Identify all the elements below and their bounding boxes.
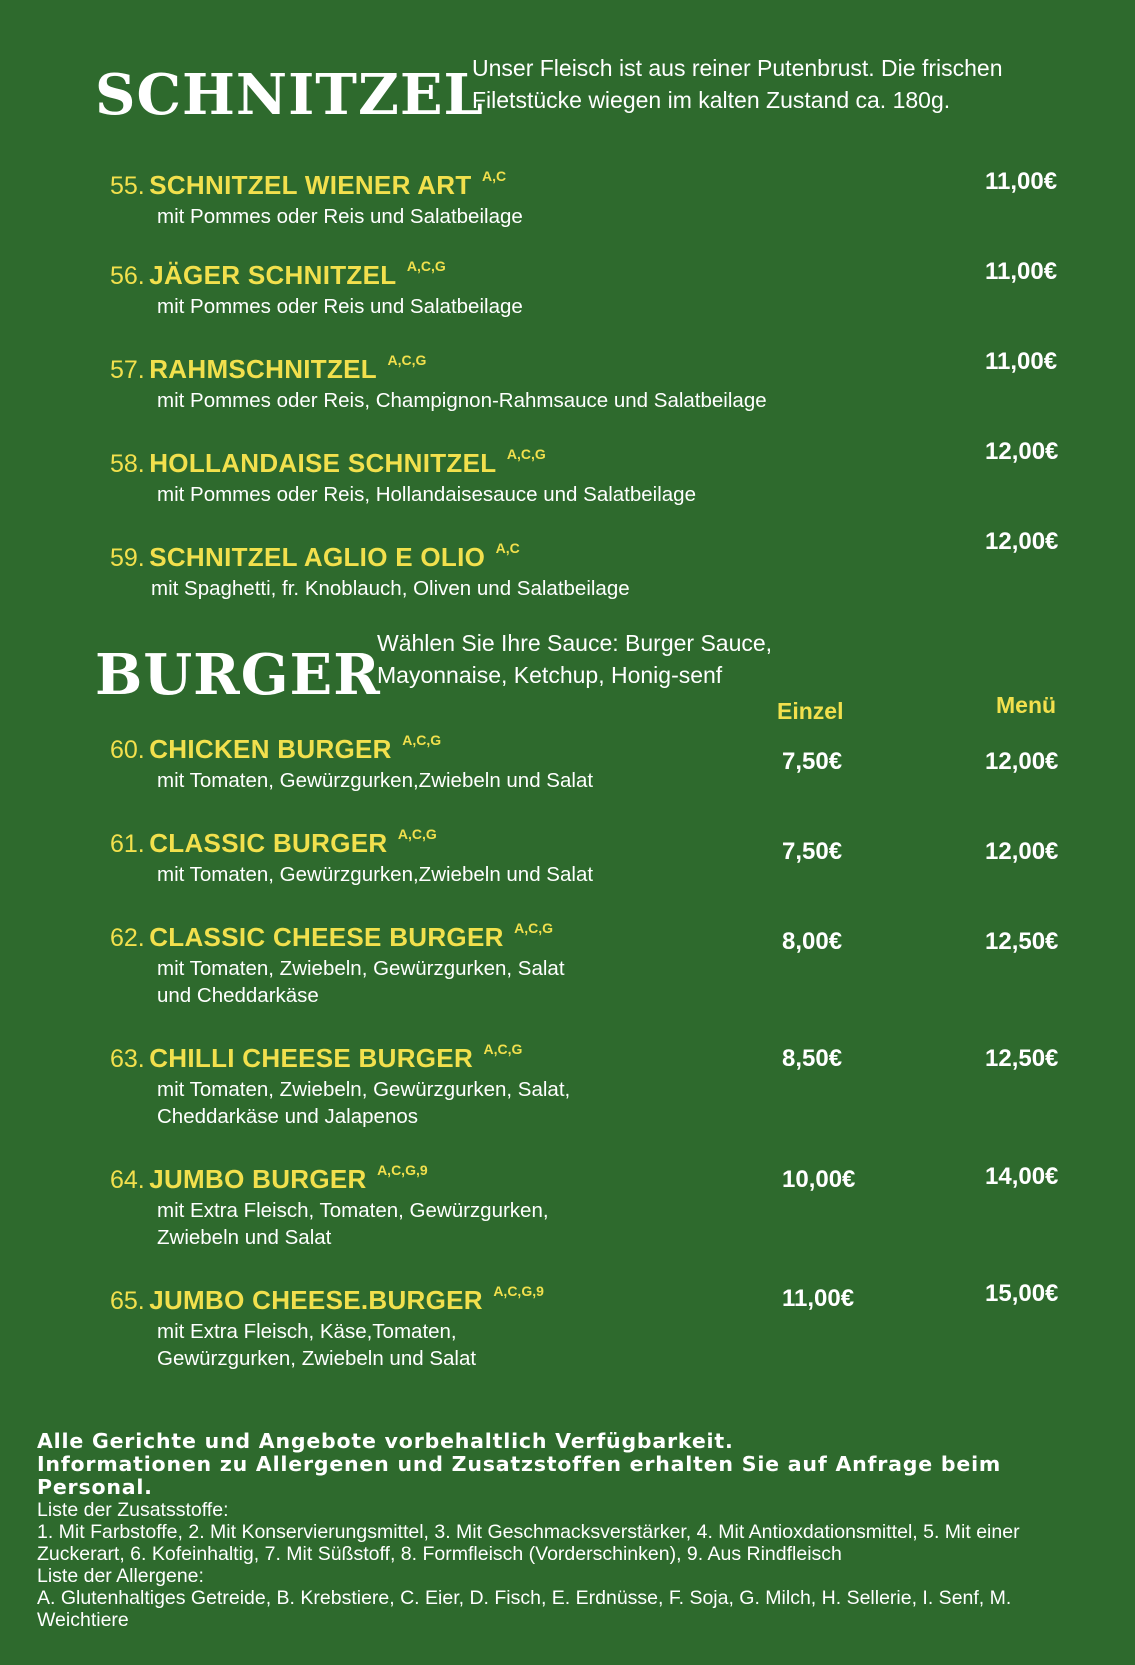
- item-description: mit Tomaten, Gewürzgurken,Zwiebeln und Salat: [157, 769, 594, 792]
- item-description: mit Pommes oder Reis und Salatbeilage: [157, 205, 523, 228]
- item-description-line-1: mit Extra Fleisch, Tomaten, Gewürzgurken,: [157, 1199, 549, 1222]
- item-number: 63.: [110, 1045, 145, 1073]
- column-header-single: Einzel: [777, 698, 844, 724]
- item-name: CHILLI CHEESE BURGER: [149, 1043, 474, 1073]
- item-name: CLASSIC BURGER: [149, 828, 388, 858]
- item-description: [157, 1318, 544, 1372]
- item-allergens: A,C: [482, 168, 507, 184]
- price-59: 12,00€: [985, 528, 1059, 555]
- item-name: JUMBO BURGER: [149, 1164, 367, 1194]
- item-description: [157, 1197, 549, 1251]
- menu-item-60: [110, 732, 593, 794]
- item-description-line-2: Gewürzgurken, Zwiebeln und Salat: [157, 1347, 477, 1370]
- item-description-line-1: mit Extra Fleisch, Käse,Tomaten,: [157, 1320, 457, 1343]
- menu-item-62: [110, 920, 565, 1009]
- menu-item-61: [110, 826, 593, 888]
- burger-intro-line-1: Wählen Sie Ihre Sauce: Burger Sauce,: [377, 630, 773, 656]
- additives-title: Liste der Zusatsstoffe:: [37, 1499, 229, 1521]
- item-name: JUMBO CHEESE.BURGER: [149, 1285, 483, 1315]
- item-description-line-2: und Cheddarkäse: [157, 984, 319, 1007]
- item-description-line-1: mit Tomaten, Zwiebeln, Gewürzgurken, Salat: [157, 957, 565, 980]
- item-number: 62.: [110, 924, 145, 952]
- item-description: [157, 1076, 570, 1130]
- price-single-62: 8,00€: [782, 928, 843, 955]
- item-number: 64.: [110, 1166, 145, 1194]
- price-menu-64: 14,00€: [985, 1163, 1059, 1190]
- menu-item-59: [110, 540, 630, 602]
- item-name: CHICKEN BURGER: [149, 734, 392, 764]
- item-name: CLASSIC CHEESE BURGER: [149, 922, 504, 952]
- price-58: 12,00€: [985, 438, 1059, 465]
- item-number: 55.: [110, 172, 145, 200]
- item-allergens: A,C,G,9: [493, 1283, 544, 1299]
- item-description: mit Pommes oder Reis, Champignon-Rahmsauce und Salatbeilage: [157, 389, 767, 412]
- item-number: 56.: [110, 262, 145, 290]
- item-name: HOLLANDAISE SCHNITZEL: [149, 448, 497, 478]
- item-description-line-2: Cheddarkäse und Jalapenos: [157, 1105, 418, 1128]
- item-allergens: A,C,G: [402, 732, 442, 748]
- price-menu-61: 12,00€: [985, 838, 1059, 865]
- item-description-line-1: mit Tomaten, Zwiebeln, Gewürzgurken, Salat,: [157, 1078, 571, 1101]
- allergen-info-notice: Informationen zu Allergenen und Zusatzstoffen erhalten Sie auf Anfrage beim Personal.: [37, 1452, 1002, 1499]
- item-allergens: A,C,G: [483, 1041, 523, 1057]
- column-header-menu: Menü: [996, 692, 1057, 718]
- schnitzel-intro-line-1: Unser Fleisch ist aus reiner Putenbrust. Die frischen: [472, 55, 1003, 81]
- schnitzel-intro: [472, 52, 1003, 116]
- burger-title: BURGER: [95, 642, 381, 708]
- menu-item-64: [110, 1162, 549, 1251]
- price-56: 11,00€: [985, 258, 1058, 285]
- schnitzel-title: SCHNITZEL: [95, 62, 484, 128]
- burger-intro-line-2: Mayonnaise, Ketchup, Honig-senf: [377, 662, 723, 688]
- item-description: [157, 955, 565, 1009]
- item-number: 65.: [110, 1287, 145, 1315]
- price-menu-63: 12,50€: [985, 1045, 1059, 1072]
- item-number: 57.: [110, 356, 145, 384]
- item-description-line-2: Zwiebeln und Salat: [157, 1226, 332, 1249]
- price-menu-65: 15,00€: [985, 1280, 1059, 1307]
- menu-item-57: [110, 352, 767, 414]
- item-number: 61.: [110, 830, 145, 858]
- item-description: mit Tomaten, Gewürzgurken,Zwiebeln und Salat: [157, 863, 594, 886]
- price-single-65: 11,00€: [782, 1285, 855, 1312]
- price-single-64: 10,00€: [782, 1166, 856, 1193]
- item-allergens: A,C,G: [406, 258, 446, 274]
- footer-notes: [37, 1430, 1107, 1631]
- price-single-60: 7,50€: [782, 748, 843, 775]
- item-number: 59.: [110, 544, 145, 572]
- price-55: 11,00€: [985, 168, 1058, 195]
- item-number: 60.: [110, 736, 145, 764]
- burger-intro: [377, 627, 772, 691]
- item-name: RAHMSCHNITZEL: [149, 354, 377, 384]
- menu-item-55: [110, 168, 523, 230]
- item-description: mit Pommes oder Reis, Hollandaisesauce und Salatbeilage: [157, 483, 696, 506]
- item-number: 58.: [110, 450, 145, 478]
- allergens-title: Liste der Allergene:: [37, 1565, 204, 1587]
- schnitzel-intro-line-2: Filetstücke wiegen im kalten Zustand ca. 180g.: [472, 87, 951, 113]
- item-description: mit Spaghetti, fr. Knoblauch, Oliven und Salatbeilage: [151, 577, 630, 600]
- menu-item-63: [110, 1041, 570, 1130]
- menu-item-65: [110, 1283, 544, 1372]
- item-description: mit Pommes oder Reis und Salatbeilage: [157, 295, 523, 318]
- allergens-list: A. Glutenhaltiges Getreide, B. Krebstiere, C. Eier, D. Fisch, E. Erdnüsse, F. Soja, G. Milch, H. Sellerie, I. Senf, M. Weichtiere: [37, 1587, 1012, 1631]
- item-name: SCHNITZEL WIENER ART: [149, 170, 472, 200]
- price-single-63: 8,50€: [782, 1045, 843, 1072]
- item-allergens: A,C,G,9: [377, 1162, 428, 1178]
- availability-notice: Alle Gerichte und Angebote vorbehaltlich Verfügbarkeit.: [37, 1429, 734, 1453]
- price-57: 11,00€: [985, 348, 1058, 375]
- price-single-61: 7,50€: [782, 838, 843, 865]
- menu-item-58: [110, 446, 696, 508]
- item-name: JÄGER SCHNITZEL: [149, 260, 397, 290]
- menu-item-56: [110, 258, 523, 320]
- item-allergens: A,C,G: [514, 920, 554, 936]
- item-name: SCHNITZEL AGLIO E OLIO: [149, 542, 486, 572]
- price-menu-60: 12,00€: [985, 748, 1059, 775]
- item-allergens: A,C,G: [506, 446, 546, 462]
- item-allergens: A,C,G: [387, 352, 427, 368]
- item-allergens: A,C,G: [397, 826, 437, 842]
- additives-list: 1. Mit Farbstoffe, 2. Mit Konservierungsmittel, 3. Mit Geschmacksverstärker, 4. Mit Antioxdationsmittel, 5. Mit einer Zuckerart, 6. Kofeinhaltig, 7. Mit Süßstoff, 8. Formfleisch (Vorderschinken), 9. Aus Rindfleisch: [37, 1521, 1020, 1565]
- item-allergens: A,C: [495, 540, 520, 556]
- price-menu-62: 12,50€: [985, 928, 1059, 955]
